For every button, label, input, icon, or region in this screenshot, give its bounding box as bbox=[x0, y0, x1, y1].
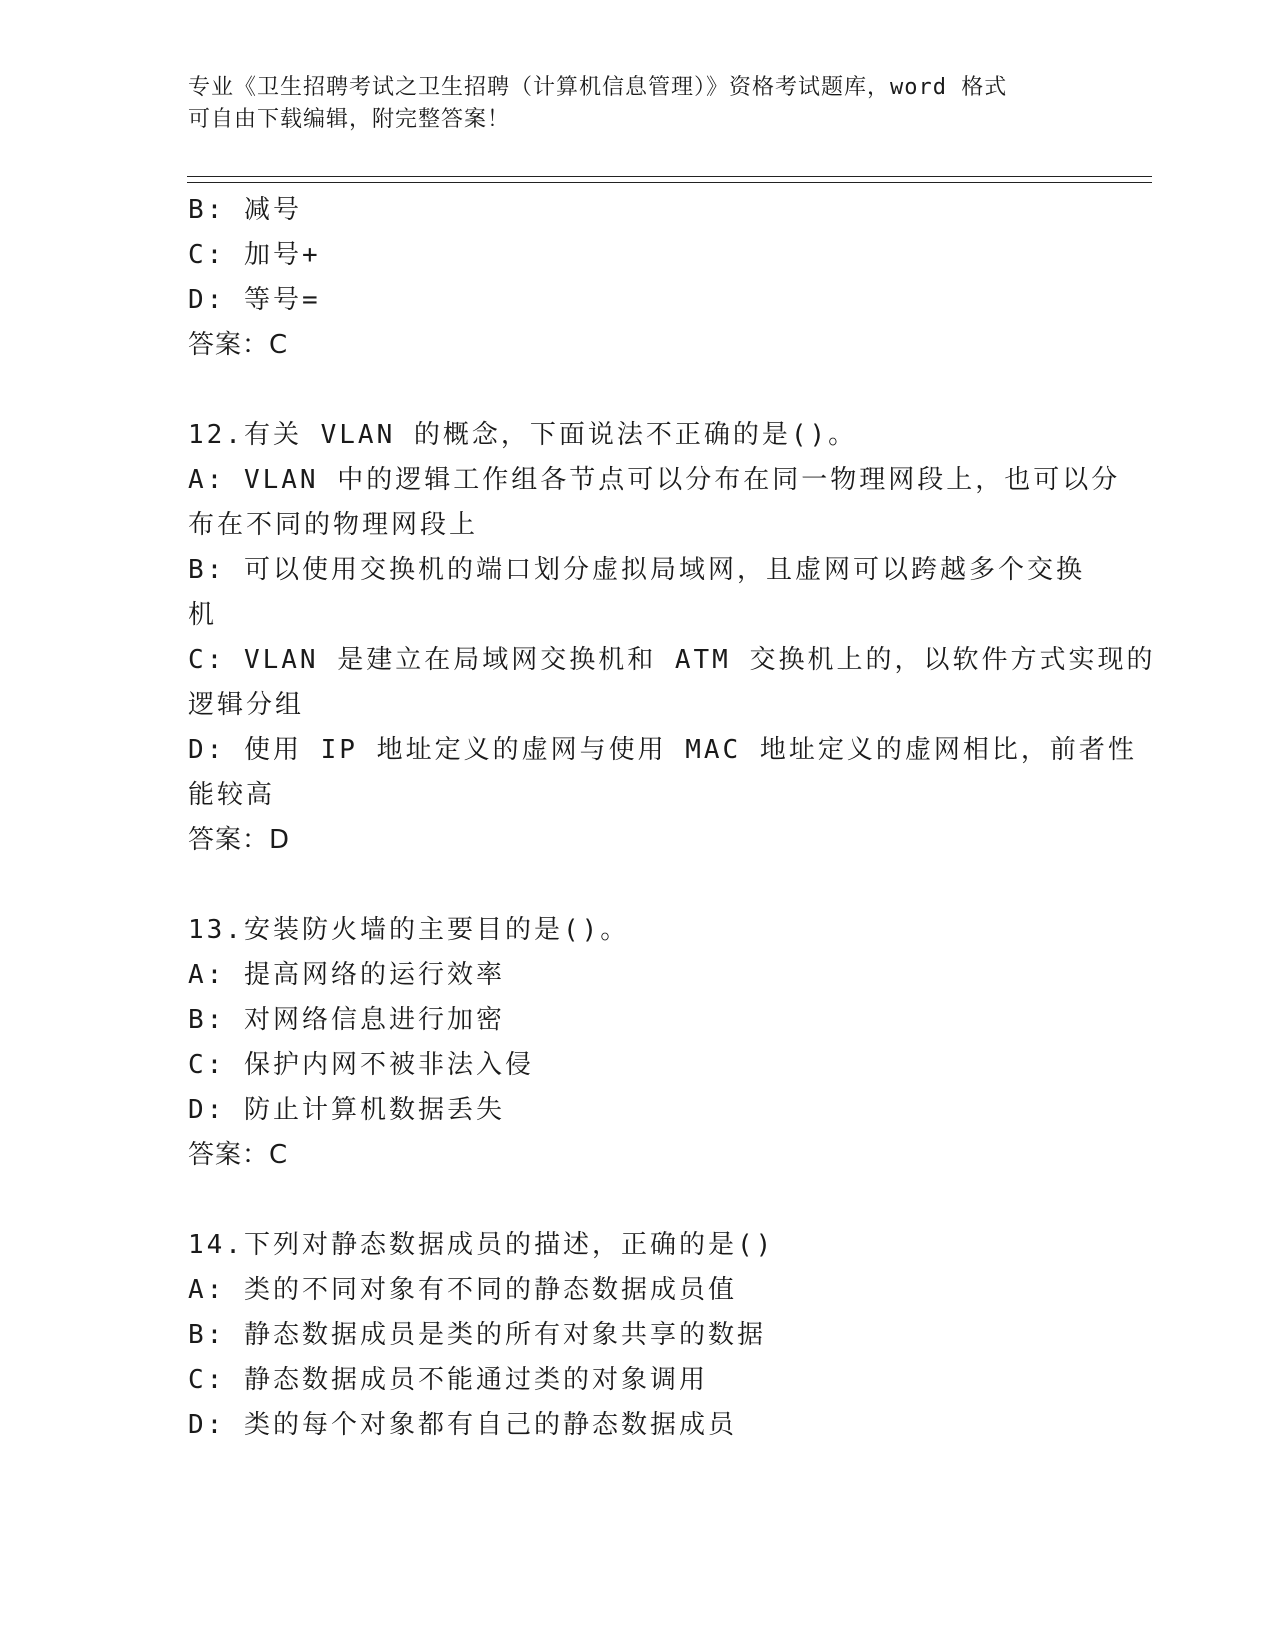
header-line-2: 可自由下载编辑，附完整答案！ bbox=[188, 107, 511, 132]
option-line: 能较高 bbox=[188, 780, 276, 810]
option-line: D: 防止计算机数据丢失 bbox=[188, 1095, 505, 1125]
option-line: D: 类的每个对象都有自己的静态数据成员 bbox=[188, 1410, 737, 1440]
header-rule-bottom bbox=[187, 182, 1152, 183]
option-line: B: 减号 bbox=[188, 195, 302, 225]
option-line: D: 使用 IP 地址定义的虚网与使用 MAC 地址定义的虚网相比，前者性 bbox=[188, 735, 1137, 765]
answer-line: 答案：C bbox=[188, 1140, 289, 1170]
header-rule-top bbox=[187, 176, 1152, 177]
document-header bbox=[188, 72, 1088, 136]
header-line-1: 专业《卫生招聘考试之卫生招聘（计算机信息管理）》资格考试题库，word 格式 bbox=[188, 75, 1008, 100]
option-line: A: 类的不同对象有不同的静态数据成员值 bbox=[188, 1275, 737, 1305]
question-stem: 14.下列对静态数据成员的描述，正确的是() bbox=[188, 1230, 775, 1260]
option-line: B: 对网络信息进行加密 bbox=[188, 1005, 505, 1035]
option-line: D: 等号= bbox=[188, 285, 321, 315]
option-line: C: 加号+ bbox=[188, 240, 321, 270]
question-list bbox=[188, 188, 1156, 1448]
option-line: B: 静态数据成员是类的所有对象共享的数据 bbox=[188, 1320, 766, 1350]
option-line: A: VLAN 中的逻辑工作组各节点可以分布在同一物理网段上，也可以分 bbox=[188, 465, 1121, 495]
option-line: 机 bbox=[188, 600, 218, 630]
option-line: 布在不同的物理网段上 bbox=[188, 510, 479, 540]
spacer bbox=[188, 863, 1088, 908]
spacer bbox=[188, 1178, 1088, 1223]
answer-line: 答案：C bbox=[188, 330, 289, 360]
spacer bbox=[188, 368, 1088, 413]
option-line: C: VLAN 是建立在局域网交换机和 ATM 交换机上的，以软件方式实现的 bbox=[188, 645, 1156, 675]
option-line: 逻辑分组 bbox=[188, 690, 305, 720]
option-line: C: 静态数据成员不能通过类的对象调用 bbox=[188, 1365, 708, 1395]
question-stem: 12.有关 VLAN 的概念，下面说法不正确的是()。 bbox=[188, 420, 858, 450]
question-stem: 13.安装防火墙的主要目的是()。 bbox=[188, 915, 630, 945]
option-line: C: 保护内网不被非法入侵 bbox=[188, 1050, 534, 1080]
option-line: B: 可以使用交换机的端口划分虚拟局域网，且虚网可以跨越多个交换 bbox=[188, 555, 1085, 585]
answer-line: 答案：D bbox=[188, 825, 291, 855]
option-line: A: 提高网络的运行效率 bbox=[188, 960, 505, 990]
